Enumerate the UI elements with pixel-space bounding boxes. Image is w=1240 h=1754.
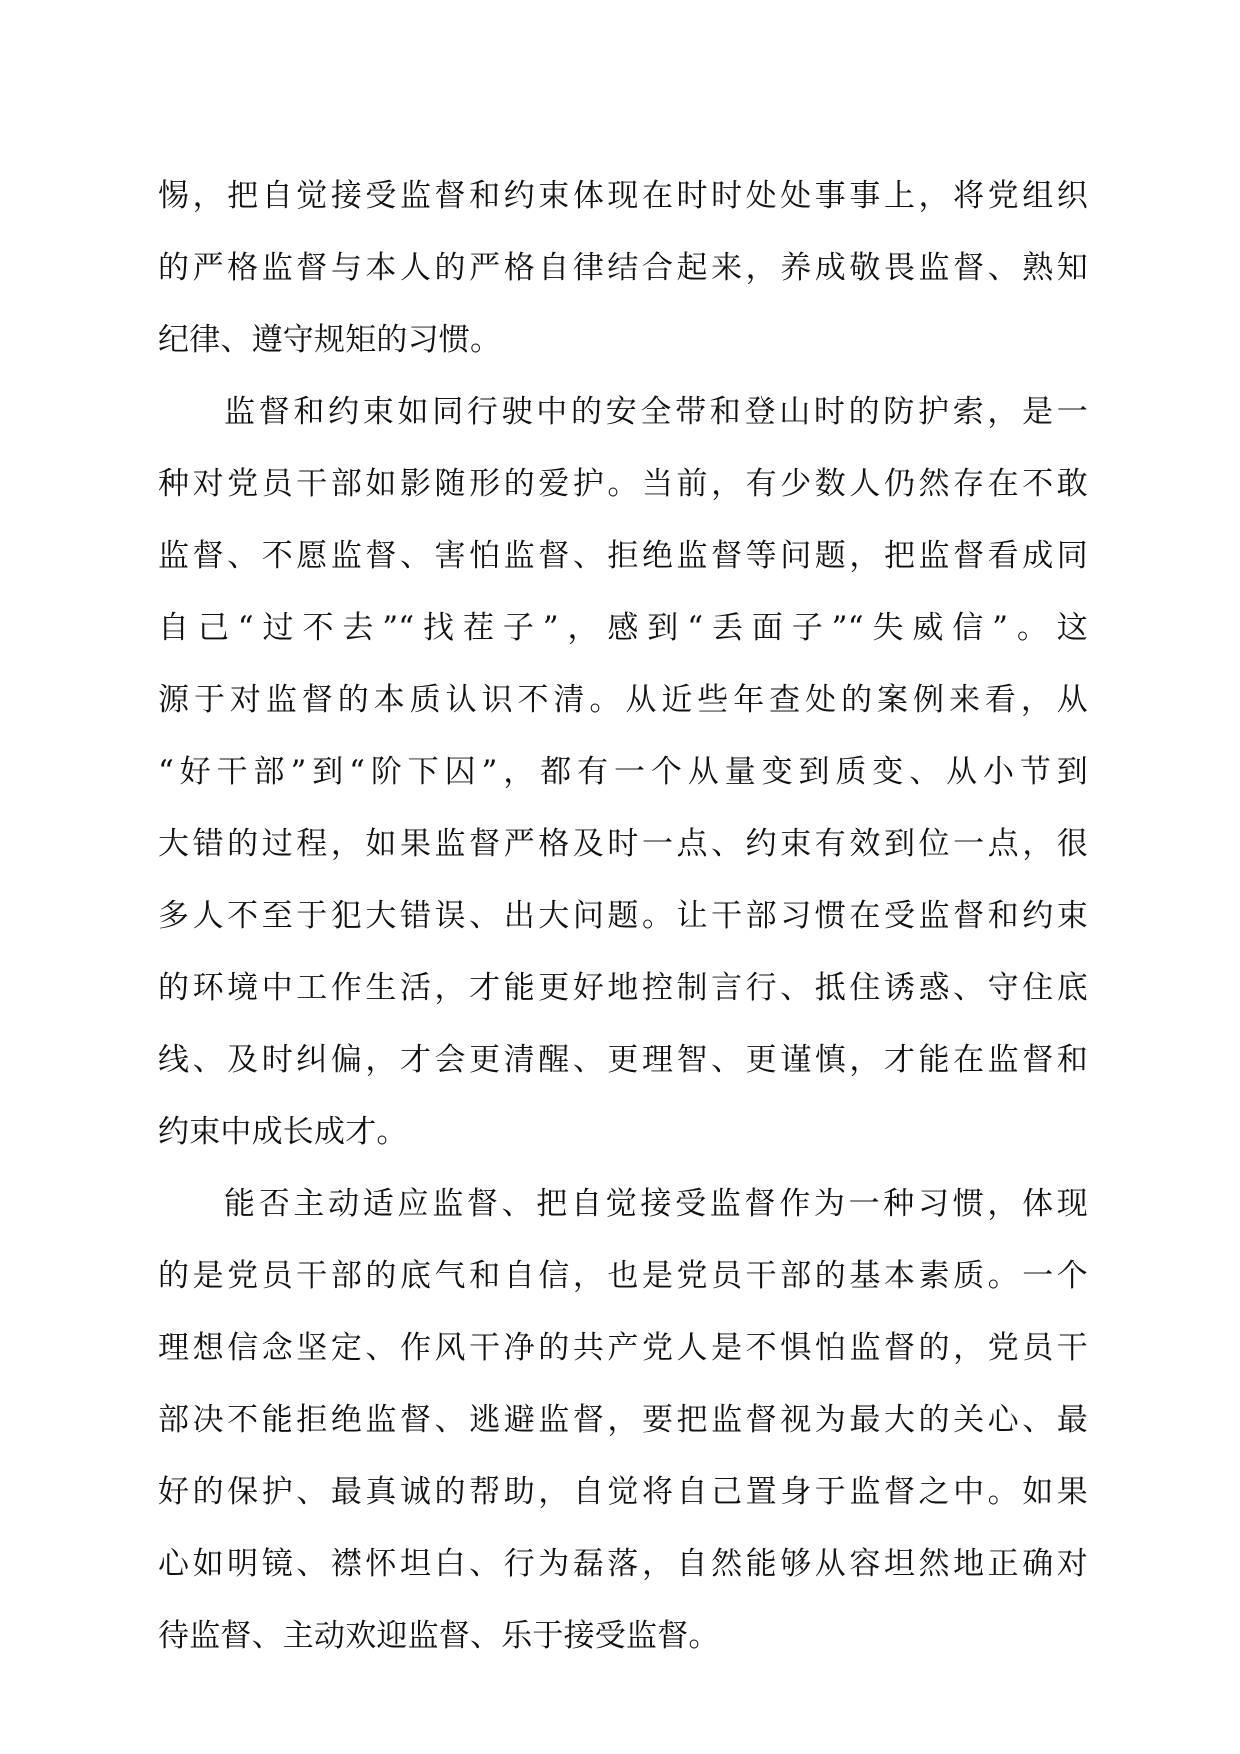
text-line: 的环境中工作生活，才能更好地控制言行、抵住诱惑、守住底: [158, 970, 1088, 1006]
text-line: 能否主动适应监督、把自觉接受监督作为一种习惯，体现: [224, 1186, 1088, 1222]
document-body: [158, 160, 1088, 1672]
text-line: 的是党员干部的底气和自信，也是党员干部的基本素质。一个: [158, 1258, 1088, 1294]
text-line: 约束中成长成才。: [158, 1114, 408, 1150]
paragraph-2: [158, 376, 1088, 1168]
text-line: 好的保护、最真诚的帮助，自觉将自己置身于监督之中。如果: [158, 1474, 1088, 1510]
text-line: 大错的过程，如果监督严格及时一点、约束有效到位一点，很: [158, 826, 1088, 862]
text-line: 监督、不愿监督、害怕监督、拒绝监督等问题，把监督看成同: [158, 538, 1088, 574]
text-line: “好干部”到“阶下囚”，都有一个从量变到质变、从小节到: [158, 754, 1088, 790]
text-line: 源于对监督的本质认识不清。从近些年查处的案例来看，从: [158, 682, 1088, 718]
text-line: 惕，把自觉接受监督和约束体现在时时处处事事上，将党组织: [158, 178, 1088, 214]
text-line: 理想信念坚定、作风干净的共产党人是不惧怕监督的，党员干: [158, 1330, 1088, 1366]
text-line: 监督和约束如同行驶中的安全带和登山时的防护索，是一: [224, 394, 1088, 430]
text-line: 多人不至于犯大错误、出大问题。让干部习惯在受监督和约束: [158, 898, 1088, 934]
text-line: 线、及时纠偏，才会更清醒、更理智、更谨慎，才能在监督和: [158, 1042, 1088, 1078]
paragraph-3: [158, 1168, 1088, 1672]
text-line: 部决不能拒绝监督、逃避监督，要把监督视为最大的关心、最: [158, 1402, 1088, 1438]
text-line: 待监督、主动欢迎监督、乐于接受监督。: [158, 1618, 720, 1654]
text-line: 心如明镜、襟怀坦白、行为磊落，自然能够从容坦然地正确对: [158, 1546, 1088, 1582]
text-line: 种对党员干部如影随形的爱护。当前，有少数人仍然存在不敢: [158, 466, 1088, 502]
text-line: 纪律、遵守规矩的习惯。: [158, 322, 502, 358]
text-line: 自己“过不去”“找茬子”，感到“丢面子”“失威信”。这: [158, 610, 1088, 646]
paragraph-1: [158, 160, 1088, 376]
text-line: 的严格监督与本人的严格自律结合起来，养成敬畏监督、熟知: [158, 250, 1088, 286]
